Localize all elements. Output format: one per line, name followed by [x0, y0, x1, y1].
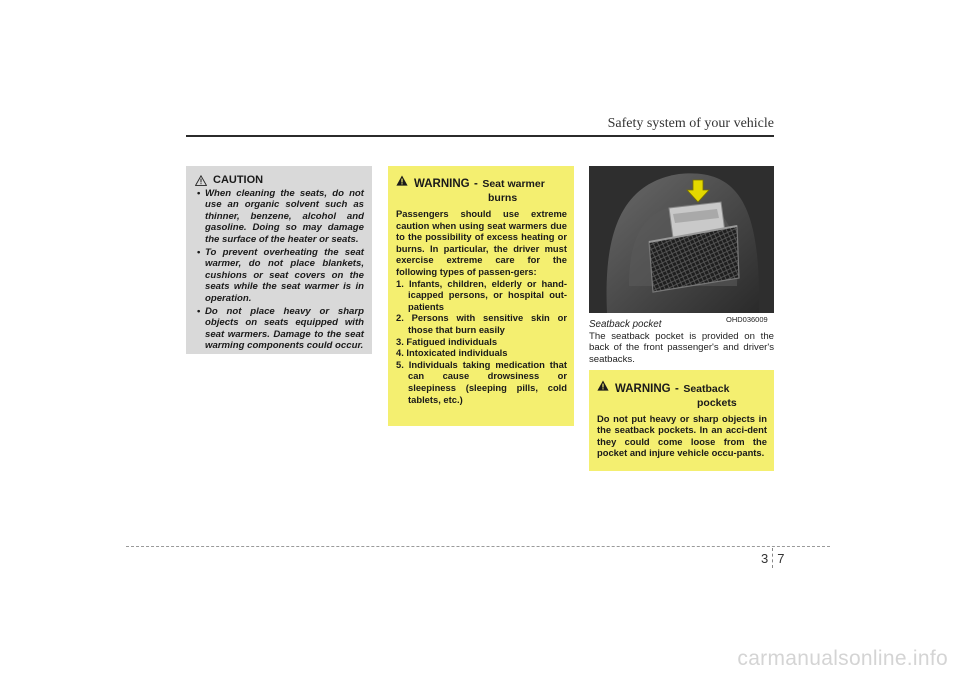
caution-heading-text: CAUTION — [213, 174, 264, 186]
page-separator — [772, 548, 773, 568]
seatback-pocket-photo — [589, 166, 774, 313]
caution-heading — [195, 174, 364, 186]
warning-label: WARNING — [615, 383, 671, 395]
caution-triangle-icon — [195, 175, 207, 186]
warning-triangle-icon — [396, 175, 408, 186]
warning-seatback-box — [589, 370, 774, 471]
page-number — [761, 548, 784, 568]
watermark: carmanualsonline.info — [737, 647, 948, 670]
page-chapter: 3 — [761, 550, 769, 566]
warning-title: Seat warmer — [482, 178, 545, 190]
warning-title-cont: burns — [488, 192, 518, 204]
warning-dash: - — [675, 383, 679, 395]
warning-body: Passengers should use extreme caution when using seat warmers due to the possibility of excess heating or burns. In particular, the driver must exercise extreme care for the following types of passen-gers: — [396, 208, 567, 277]
seatback-illustration — [589, 166, 774, 313]
seatback-title: Seatback pocket — [589, 319, 662, 330]
warning-item: 4. Intoxicated individuals — [396, 347, 508, 359]
caution-item: • When cleaning the seats, do not use an organic solvent such as thinner, benzene, alcohol and gasoline. Doing so may damage the surface of the heater or seats. — [195, 188, 364, 245]
warning-body: Do not put heavy or sharp objects in the seatback pockets. In an acci-dent they could come loose from the pocket and injure vehicle occu-pants. — [597, 413, 767, 459]
warning-list — [396, 278, 567, 406]
warning-item: 1. Infants, children, elderly or hand-icapped persons, or hospital out-patients — [396, 277, 567, 312]
header-rule — [186, 135, 774, 137]
caution-list — [195, 188, 364, 352]
caution-box — [186, 166, 372, 354]
warning-dash: - — [474, 178, 478, 190]
footer-rule — [126, 546, 830, 547]
header-title: Safety system of your vehicle — [607, 116, 774, 131]
warning-seat-warmer-heading — [396, 174, 567, 204]
warning-item: 2. Persons with sensitive skin or those that burn easily — [396, 312, 567, 335]
warning-item: 3. Fatigued individuals — [396, 335, 498, 347]
caution-item: • Do not place heavy or sharp objects on seats equipped with seat warmers. Damage to the seat warming components could occur. — [195, 306, 364, 352]
warning-triangle-icon — [597, 380, 609, 391]
warning-seatback-heading — [597, 379, 767, 409]
warning-seat-warmer-box — [388, 166, 574, 426]
warning-item: 5. Individuals taking medication that can cause drowsiness or sleepiness (sleeping pills, cold tablets, etc.) — [396, 358, 567, 405]
warning-title: Seatback — [683, 383, 730, 395]
warning-label: WARNING — [414, 178, 470, 190]
seatback-text: The seatback pocket is provided on the back of the front passenger's and driver's seatbacks. — [589, 331, 774, 365]
warning-title-cont: pockets — [697, 397, 737, 409]
page-index: 7 — [777, 550, 785, 566]
caution-item: • To prevent overheating the seat warmer, do not place blankets, cushions or seat covers on the seats while the seat warmer is in operation. — [195, 247, 364, 304]
photo-code: OHD036009 — [726, 315, 768, 324]
